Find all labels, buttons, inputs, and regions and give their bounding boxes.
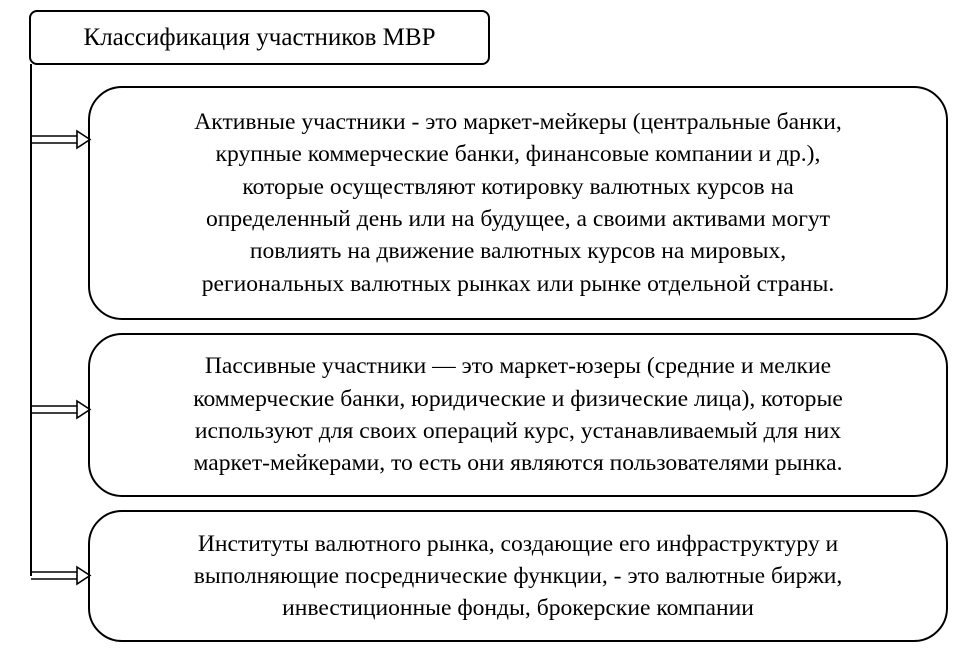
active-participants-box bbox=[88, 86, 948, 320]
arrow-to-passive bbox=[31, 401, 90, 418]
text-line: повлиять на движение валютных курсов на мировых, bbox=[249, 238, 787, 265]
active-participants-text bbox=[194, 106, 841, 300]
text-line: инвестиционные фонды, брокерские компании bbox=[282, 595, 754, 622]
text-line: коммерческие банки, юридические и физические лица), которые bbox=[193, 385, 843, 412]
text-line: крупные коммерческие банки, финансовые компании и др.), bbox=[215, 141, 821, 168]
arrow-to-institutions bbox=[31, 567, 90, 584]
market-institutions-text bbox=[194, 528, 843, 625]
text-line: выполняющие посреднические функции, - это валютные биржи, bbox=[193, 562, 843, 589]
text-line: маркет-мейкерами, то есть они являются пользователями рынка. bbox=[193, 450, 843, 477]
text-line: Пассивные участники — это маркет-юзеры (средние и мелкие bbox=[204, 353, 832, 380]
passive-participants-box bbox=[88, 333, 948, 497]
passive-participants-text bbox=[193, 350, 843, 479]
text-line: региональных валютных рынках или рынке отдельной страны. bbox=[201, 270, 835, 297]
diagram-title: Классификация участников МВР bbox=[83, 24, 436, 51]
text-line: Институты валютного рынка, создающие его инфраструктуру и bbox=[197, 530, 839, 557]
text-line: определенный день или на будущее, а своими активами могут bbox=[205, 206, 831, 232]
text-line: Активные участники - это маркет-мейкеры (центральные банки, bbox=[194, 109, 842, 136]
market-institutions-box bbox=[88, 510, 948, 642]
arrow-to-active bbox=[31, 131, 90, 148]
text-line: которые осуществляют котировку валютных курсов на bbox=[242, 173, 794, 200]
diagram-title-box bbox=[29, 10, 490, 65]
text-line: используют для своих операций курс, устанавливаемый для них bbox=[194, 418, 842, 444]
